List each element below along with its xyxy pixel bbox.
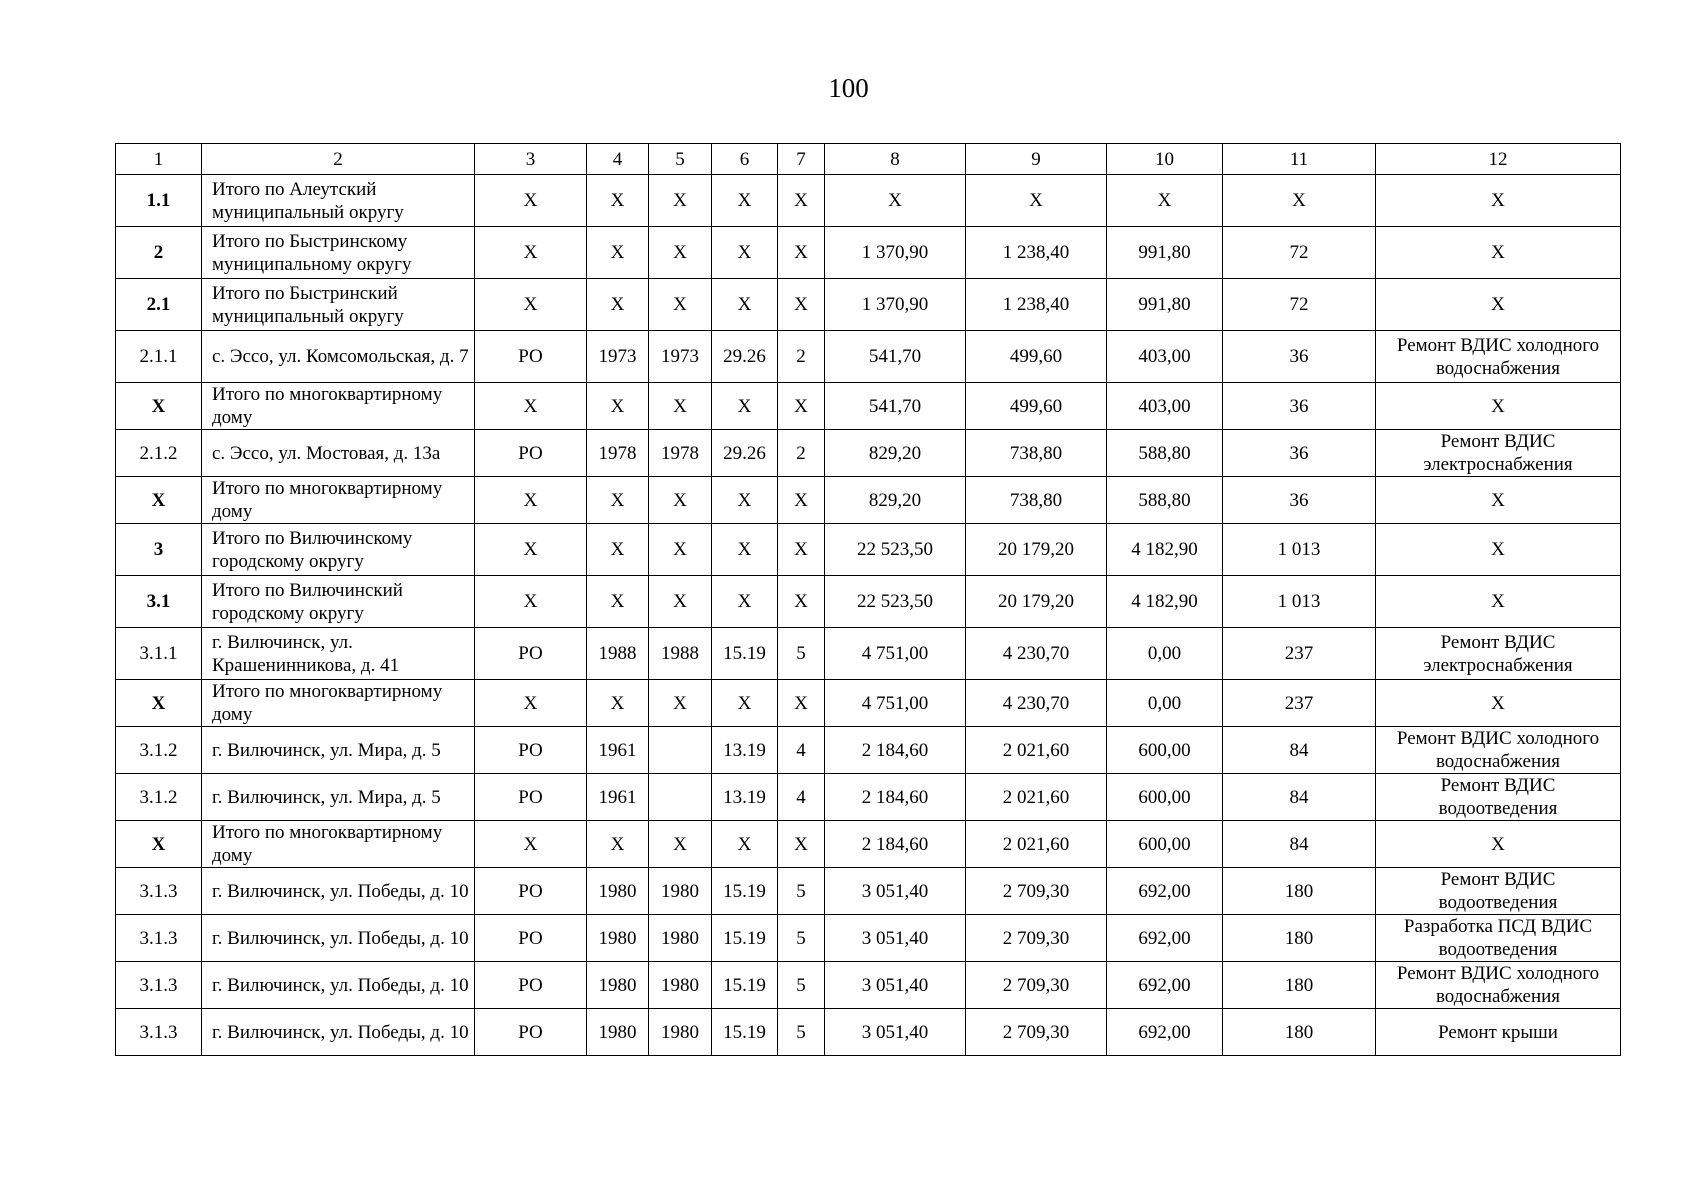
col3-cell: РО: [475, 962, 587, 1009]
col6-cell: 29.26: [712, 430, 778, 477]
address-cell: Итого по Быстринскому муниципальному округу: [202, 227, 475, 279]
col5-cell: X: [649, 279, 712, 331]
table-row: [116, 915, 1621, 962]
col3-cell: X: [475, 821, 587, 868]
col11-cell: 237: [1223, 628, 1376, 680]
work-type-cell: X: [1376, 524, 1621, 576]
col3-cell: РО: [475, 868, 587, 915]
address-cell: Итого по многоквартирному дому: [202, 680, 475, 727]
col10-cell: 0,00: [1107, 628, 1223, 680]
work-type-cell: Ремонт ВДИС электроснабжения: [1376, 628, 1621, 680]
table-row: [116, 680, 1621, 727]
col10-cell: 991,80: [1107, 279, 1223, 331]
col5-cell: 1980: [649, 915, 712, 962]
work-type-cell: Ремонт ВДИС водоотведения: [1376, 774, 1621, 821]
work-type-cell: Ремонт крыши: [1376, 1009, 1621, 1056]
col8-cell: 3 051,40: [825, 962, 966, 1009]
col6-cell: X: [712, 175, 778, 227]
col9-cell: 2 709,30: [966, 915, 1107, 962]
col8-cell: 541,70: [825, 383, 966, 430]
col8-cell: 1 370,90: [825, 227, 966, 279]
col9-cell: 2 021,60: [966, 727, 1107, 774]
header-cell: 6: [712, 144, 778, 175]
col7-cell: 5: [778, 962, 825, 1009]
col5-cell: [649, 774, 712, 821]
col6-cell: 15.19: [712, 1009, 778, 1056]
col9-cell: 4 230,70: [966, 628, 1107, 680]
work-type-cell: X: [1376, 279, 1621, 331]
header-row: [116, 144, 1621, 175]
col3-cell: РО: [475, 915, 587, 962]
col10-cell: 692,00: [1107, 868, 1223, 915]
col7-cell: 5: [778, 1009, 825, 1056]
col6-cell: 15.19: [712, 868, 778, 915]
col10-cell: 692,00: [1107, 1009, 1223, 1056]
col6-cell: 13.19: [712, 774, 778, 821]
col7-cell: 5: [778, 628, 825, 680]
col5-cell: 1978: [649, 430, 712, 477]
col4-cell: 1961: [587, 727, 649, 774]
address-cell: Итого по Алеутский муниципальный округу: [202, 175, 475, 227]
col4-cell: X: [587, 279, 649, 331]
col4-cell: 1961: [587, 774, 649, 821]
col5-cell: X: [649, 576, 712, 628]
col5-cell: X: [649, 227, 712, 279]
table-row: [116, 383, 1621, 430]
col3-cell: РО: [475, 430, 587, 477]
col8-cell: 2 184,60: [825, 821, 966, 868]
work-type-cell: Разработка ПСД ВДИС водоотведения: [1376, 915, 1621, 962]
col3-cell: X: [475, 227, 587, 279]
col5-cell: 1980: [649, 1009, 712, 1056]
col5-cell: 1988: [649, 628, 712, 680]
col6-cell: X: [712, 383, 778, 430]
col11-cell: 180: [1223, 915, 1376, 962]
col7-cell: 4: [778, 727, 825, 774]
col11-cell: 84: [1223, 821, 1376, 868]
col6-cell: 15.19: [712, 628, 778, 680]
col11-cell: 1 013: [1223, 576, 1376, 628]
col7-cell: X: [778, 680, 825, 727]
col3-cell: X: [475, 576, 587, 628]
col11-cell: 180: [1223, 1009, 1376, 1056]
table-row: [116, 477, 1621, 524]
col4-cell: X: [587, 680, 649, 727]
work-type-cell: Ремонт ВДИС водоотведения: [1376, 868, 1621, 915]
col9-cell: 2 709,30: [966, 868, 1107, 915]
col11-cell: 1 013: [1223, 524, 1376, 576]
row-number: 3: [116, 524, 202, 576]
address-cell: с. Эссо, ул. Мостовая, д. 13а: [202, 430, 475, 477]
col9-cell: X: [966, 175, 1107, 227]
table-row: [116, 524, 1621, 576]
col9-cell: 738,80: [966, 430, 1107, 477]
col8-cell: 3 051,40: [825, 915, 966, 962]
address-cell: г. Вилючинск, ул. Победы, д. 10: [202, 868, 475, 915]
row-number: 3.1.3: [116, 962, 202, 1009]
col9-cell: 20 179,20: [966, 524, 1107, 576]
address-cell: Итого по Вилючинский городскому округу: [202, 576, 475, 628]
table-row: [116, 279, 1621, 331]
col9-cell: 499,60: [966, 383, 1107, 430]
row-number: 3.1.2: [116, 774, 202, 821]
table-row: [116, 868, 1621, 915]
col4-cell: 1980: [587, 962, 649, 1009]
col8-cell: 2 184,60: [825, 774, 966, 821]
col10-cell: 991,80: [1107, 227, 1223, 279]
work-type-cell: X: [1376, 821, 1621, 868]
col6-cell: X: [712, 576, 778, 628]
col7-cell: X: [778, 279, 825, 331]
col3-cell: X: [475, 383, 587, 430]
col10-cell: 0,00: [1107, 680, 1223, 727]
address-cell: г. Вилючинск, ул. Победы, д. 10: [202, 962, 475, 1009]
page-number: 100: [828, 73, 869, 103]
row-number: 1.1: [116, 175, 202, 227]
col5-cell: X: [649, 175, 712, 227]
row-number: 2.1.1: [116, 331, 202, 383]
row-number: X: [116, 383, 202, 430]
table-row: [116, 774, 1621, 821]
col10-cell: 4 182,90: [1107, 576, 1223, 628]
col10-cell: 403,00: [1107, 383, 1223, 430]
work-type-cell: X: [1376, 175, 1621, 227]
header-cell: 12: [1376, 144, 1621, 175]
col9-cell: 1 238,40: [966, 227, 1107, 279]
col9-cell: 1 238,40: [966, 279, 1107, 331]
address-cell: г. Вилючинск, ул. Мира, д. 5: [202, 774, 475, 821]
row-number: 2.1: [116, 279, 202, 331]
col7-cell: X: [778, 477, 825, 524]
row-number: 3.1.1: [116, 628, 202, 680]
col11-cell: 237: [1223, 680, 1376, 727]
col3-cell: X: [475, 524, 587, 576]
col6-cell: X: [712, 680, 778, 727]
col3-cell: X: [475, 680, 587, 727]
col11-cell: 180: [1223, 962, 1376, 1009]
row-number: 3.1.2: [116, 727, 202, 774]
col5-cell: X: [649, 477, 712, 524]
address-cell: г. Вилючинск, ул. Победы, д. 10: [202, 1009, 475, 1056]
col7-cell: X: [778, 383, 825, 430]
col7-cell: 4: [778, 774, 825, 821]
work-type-cell: X: [1376, 383, 1621, 430]
col4-cell: X: [587, 227, 649, 279]
table-body: [116, 144, 1621, 1056]
col9-cell: 2 709,30: [966, 962, 1107, 1009]
address-cell: Итого по многоквартирному дому: [202, 383, 475, 430]
work-type-cell: Ремонт ВДИС холодного водоснабжения: [1376, 727, 1621, 774]
col8-cell: X: [825, 175, 966, 227]
col8-cell: 4 751,00: [825, 680, 966, 727]
table-row: [116, 430, 1621, 477]
col4-cell: X: [587, 175, 649, 227]
header-cell: 8: [825, 144, 966, 175]
col6-cell: X: [712, 477, 778, 524]
col7-cell: 5: [778, 915, 825, 962]
col5-cell: [649, 727, 712, 774]
col6-cell: X: [712, 524, 778, 576]
col10-cell: 692,00: [1107, 915, 1223, 962]
col3-cell: X: [475, 477, 587, 524]
address-cell: Итого по многоквартирному дому: [202, 477, 475, 524]
col10-cell: X: [1107, 175, 1223, 227]
col7-cell: X: [778, 175, 825, 227]
address-cell: Итого по многоквартирному дому: [202, 821, 475, 868]
col10-cell: 600,00: [1107, 727, 1223, 774]
header-cell: 10: [1107, 144, 1223, 175]
col6-cell: 29.26: [712, 331, 778, 383]
header-cell: 2: [202, 144, 475, 175]
header-cell: 9: [966, 144, 1107, 175]
col4-cell: 1988: [587, 628, 649, 680]
table-row: [116, 175, 1621, 227]
row-number: X: [116, 477, 202, 524]
col5-cell: X: [649, 680, 712, 727]
col7-cell: 2: [778, 331, 825, 383]
address-cell: г. Вилючинск, ул. Мира, д. 5: [202, 727, 475, 774]
col10-cell: 600,00: [1107, 774, 1223, 821]
col4-cell: X: [587, 383, 649, 430]
header-cell: 7: [778, 144, 825, 175]
row-number: 3.1.3: [116, 915, 202, 962]
table-row: [116, 821, 1621, 868]
col10-cell: 600,00: [1107, 821, 1223, 868]
col4-cell: 1980: [587, 868, 649, 915]
work-type-cell: X: [1376, 227, 1621, 279]
col9-cell: 2 021,60: [966, 774, 1107, 821]
col10-cell: 692,00: [1107, 962, 1223, 1009]
table-row: [116, 576, 1621, 628]
table-row: [116, 962, 1621, 1009]
col10-cell: 588,80: [1107, 430, 1223, 477]
row-number: 2.1.2: [116, 430, 202, 477]
col3-cell: РО: [475, 774, 587, 821]
row-number: 3.1.3: [116, 1009, 202, 1056]
table-row: [116, 727, 1621, 774]
col7-cell: 2: [778, 430, 825, 477]
col11-cell: 36: [1223, 430, 1376, 477]
col8-cell: 541,70: [825, 331, 966, 383]
col3-cell: X: [475, 279, 587, 331]
work-type-cell: Ремонт ВДИС электроснабжения: [1376, 430, 1621, 477]
repair-program-table: [115, 143, 1621, 1056]
address-cell: Итого по Вилючинскому городскому округу: [202, 524, 475, 576]
col7-cell: X: [778, 821, 825, 868]
col8-cell: 22 523,50: [825, 576, 966, 628]
col4-cell: 1980: [587, 915, 649, 962]
col6-cell: 13.19: [712, 727, 778, 774]
col11-cell: 36: [1223, 383, 1376, 430]
col8-cell: 3 051,40: [825, 868, 966, 915]
col7-cell: 5: [778, 868, 825, 915]
row-number: 2: [116, 227, 202, 279]
col4-cell: 1980: [587, 1009, 649, 1056]
col11-cell: X: [1223, 175, 1376, 227]
row-number: X: [116, 821, 202, 868]
col9-cell: 499,60: [966, 331, 1107, 383]
col5-cell: X: [649, 524, 712, 576]
address-cell: г. Вилючинск, ул. Крашенинникова, д. 41: [202, 628, 475, 680]
table-row: [116, 1009, 1621, 1056]
col3-cell: X: [475, 175, 587, 227]
col11-cell: 84: [1223, 774, 1376, 821]
col6-cell: 15.19: [712, 915, 778, 962]
col3-cell: РО: [475, 628, 587, 680]
col8-cell: 2 184,60: [825, 727, 966, 774]
header-cell: 4: [587, 144, 649, 175]
col8-cell: 3 051,40: [825, 1009, 966, 1056]
col6-cell: 15.19: [712, 962, 778, 1009]
col6-cell: X: [712, 279, 778, 331]
col8-cell: 22 523,50: [825, 524, 966, 576]
table-row: [116, 628, 1621, 680]
work-type-cell: Ремонт ВДИС холодного водоснабжения: [1376, 962, 1621, 1009]
header-cell: 1: [116, 144, 202, 175]
col10-cell: 403,00: [1107, 331, 1223, 383]
table-row: [116, 331, 1621, 383]
col5-cell: 1973: [649, 331, 712, 383]
header-cell: 11: [1223, 144, 1376, 175]
col9-cell: 738,80: [966, 477, 1107, 524]
address-cell: с. Эссо, ул. Комсомольская, д. 7: [202, 331, 475, 383]
row-number: 3.1: [116, 576, 202, 628]
col9-cell: 2 709,30: [966, 1009, 1107, 1056]
col4-cell: X: [587, 477, 649, 524]
col7-cell: X: [778, 227, 825, 279]
col11-cell: 36: [1223, 477, 1376, 524]
col11-cell: 84: [1223, 727, 1376, 774]
col8-cell: 829,20: [825, 430, 966, 477]
col10-cell: 588,80: [1107, 477, 1223, 524]
row-number: X: [116, 680, 202, 727]
col4-cell: 1978: [587, 430, 649, 477]
address-cell: Итого по Быстринский муниципальный округу: [202, 279, 475, 331]
col4-cell: X: [587, 576, 649, 628]
header-cell: 3: [475, 144, 587, 175]
col5-cell: X: [649, 383, 712, 430]
col3-cell: РО: [475, 331, 587, 383]
work-type-cell: X: [1376, 477, 1621, 524]
col8-cell: 829,20: [825, 477, 966, 524]
col5-cell: 1980: [649, 868, 712, 915]
col9-cell: 2 021,60: [966, 821, 1107, 868]
col8-cell: 4 751,00: [825, 628, 966, 680]
col7-cell: X: [778, 576, 825, 628]
col9-cell: 4 230,70: [966, 680, 1107, 727]
col3-cell: РО: [475, 727, 587, 774]
work-type-cell: X: [1376, 576, 1621, 628]
col10-cell: 4 182,90: [1107, 524, 1223, 576]
header-cell: 5: [649, 144, 712, 175]
col5-cell: X: [649, 821, 712, 868]
address-cell: г. Вилючинск, ул. Победы, д. 10: [202, 915, 475, 962]
col7-cell: X: [778, 524, 825, 576]
col11-cell: 72: [1223, 279, 1376, 331]
col3-cell: РО: [475, 1009, 587, 1056]
col11-cell: 72: [1223, 227, 1376, 279]
row-number: 3.1.3: [116, 868, 202, 915]
col8-cell: 1 370,90: [825, 279, 966, 331]
col9-cell: 20 179,20: [966, 576, 1107, 628]
col6-cell: X: [712, 227, 778, 279]
col4-cell: X: [587, 821, 649, 868]
col11-cell: 180: [1223, 868, 1376, 915]
table-row: [116, 227, 1621, 279]
col6-cell: X: [712, 821, 778, 868]
work-type-cell: Ремонт ВДИС холодного водоснабжения: [1376, 331, 1621, 383]
col4-cell: X: [587, 524, 649, 576]
col5-cell: 1980: [649, 962, 712, 1009]
col11-cell: 36: [1223, 331, 1376, 383]
col4-cell: 1973: [587, 331, 649, 383]
work-type-cell: X: [1376, 680, 1621, 727]
